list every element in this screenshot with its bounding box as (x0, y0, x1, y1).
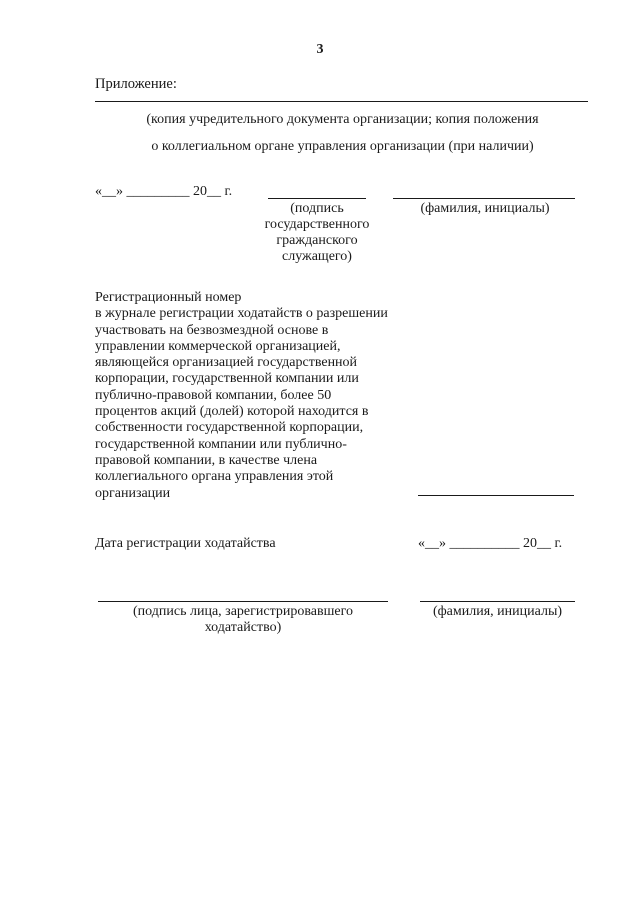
registration-date-label: Дата регистрации ходатайства (95, 536, 276, 551)
appendix-fill-line (95, 101, 588, 102)
registration-date-field: «__» __________ 20__ г. (418, 536, 563, 551)
signature-caption: (подпись государственного гражданского служащего) (264, 201, 370, 264)
name-line (393, 198, 575, 199)
page-number: 3 (316, 42, 324, 57)
name-caption: (фамилия, инициалы) (420, 201, 550, 216)
registrar-signature-line (98, 601, 388, 602)
registration-number-line (418, 495, 574, 496)
registrar-signature-caption: (подпись лица, зарегистрировавшего ходатайство) (133, 604, 353, 635)
application-date-field: «__» _________ 20__ г. (95, 184, 233, 199)
appendix-copy-note-line1: (копия учредительного документа организации; копия положения (146, 112, 539, 127)
appendix-copy-note-line2: о коллегиальном органе управления организации (при наличии) (151, 139, 534, 154)
registration-number-block (95, 290, 395, 502)
registrar-name-line (420, 601, 575, 602)
appendix-label: Приложение: (95, 76, 177, 92)
signature-line (268, 198, 366, 199)
registration-number-label: Регистрационный номер (95, 290, 242, 305)
registration-journal-text: в журнале регистрации ходатайств о разрешении участвовать на безвозмездной основе в управлении коммерческой организацией, являющейся организацией государственной корпорации, государственной компании или публично-правовой компании, более 50 процентов акций (долей) которой находится в собственности государственной корпорации, государственной компании или публично-правовой компании, в качестве члена коллегиального органа управления этой организации (95, 306, 388, 501)
registrar-name-caption: (фамилия, инициалы) (432, 604, 563, 619)
